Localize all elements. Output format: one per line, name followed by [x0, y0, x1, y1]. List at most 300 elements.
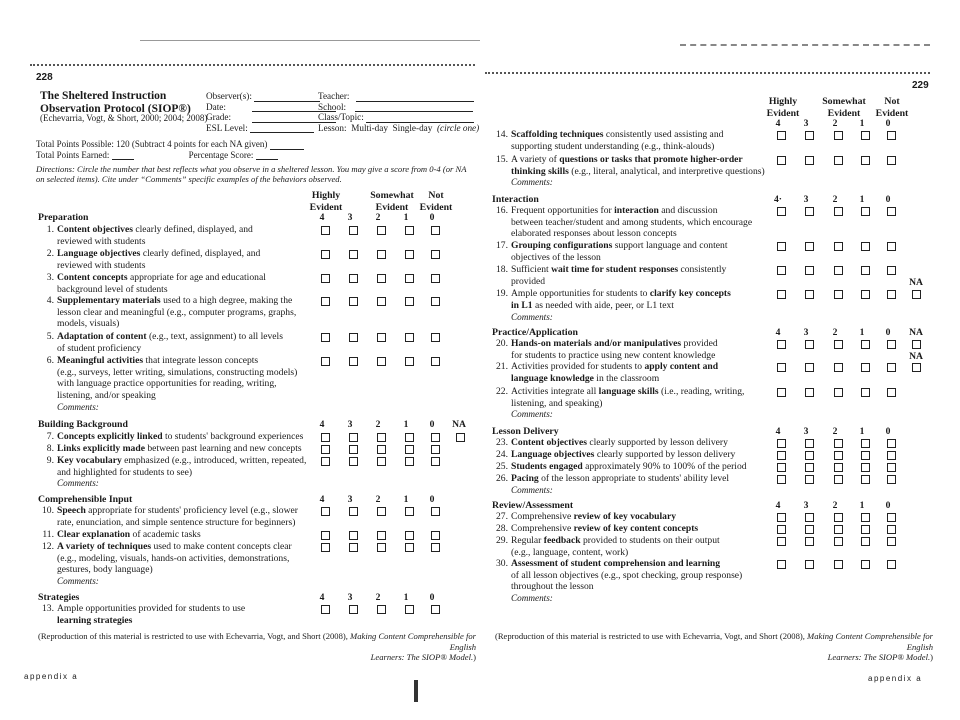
score-checkbox[interactable] — [834, 537, 843, 546]
score-checkbox[interactable] — [834, 388, 843, 397]
item-line — [40, 467, 315, 479]
item-text: as needed with aide, peer, or L1 text — [532, 299, 674, 311]
score-checkbox[interactable] — [834, 451, 843, 460]
score-checkbox[interactable] — [887, 388, 896, 397]
rating-item-6 — [40, 355, 310, 401]
rating-item-1 — [40, 224, 310, 247]
item-keyphrase: review of key vocabulary — [573, 511, 677, 522]
score-checkbox[interactable] — [321, 507, 330, 516]
score-label: 3 — [803, 426, 809, 437]
section-comprehensible: Comprehensible Input — [38, 494, 133, 505]
score-label: 3 — [347, 494, 353, 505]
score-checkbox[interactable] — [349, 357, 358, 366]
score-checkbox[interactable] — [777, 340, 786, 349]
na-checkbox[interactable] — [912, 363, 921, 372]
score-checkbox[interactable] — [321, 357, 330, 366]
score-label: 2 — [832, 500, 838, 511]
score-checkbox[interactable] — [861, 475, 870, 484]
item-text: Regular — [511, 535, 544, 546]
score-checkbox[interactable] — [861, 525, 870, 534]
item-number: 19. — [496, 288, 508, 299]
item-text: background level of students — [57, 283, 168, 295]
score-checkbox[interactable] — [887, 451, 896, 460]
score-checkbox[interactable] — [861, 207, 870, 216]
comments-label: Comments: — [57, 478, 99, 488]
score-checkbox[interactable] — [805, 475, 814, 484]
item-line — [40, 343, 310, 355]
score-checkbox[interactable] — [834, 525, 843, 534]
item-keyphrase: Students engaged — [511, 461, 583, 472]
item-keyphrase: Links explicitly made — [57, 443, 145, 454]
item-first-line — [57, 331, 283, 342]
score-checkbox[interactable] — [349, 543, 358, 552]
score-checkbox[interactable] — [805, 131, 814, 140]
item-line — [40, 367, 310, 379]
score-label: 0 — [429, 494, 435, 505]
rating-item-13 — [40, 603, 310, 626]
score-label: 2 — [832, 426, 838, 437]
item-first-line — [511, 449, 735, 460]
score-checkbox[interactable] — [887, 340, 896, 349]
score-checkbox[interactable] — [777, 560, 786, 569]
score-checkbox[interactable] — [405, 457, 414, 466]
score-checkbox[interactable] — [777, 156, 786, 165]
score-checkbox[interactable] — [805, 290, 814, 299]
item-keyphrase: Concepts explicitly linked — [57, 431, 163, 442]
score-checkbox[interactable] — [349, 531, 358, 540]
item-line — [40, 307, 310, 319]
score-checkbox[interactable] — [834, 290, 843, 299]
score-checkbox[interactable] — [777, 242, 786, 251]
score-checkbox[interactable] — [887, 439, 896, 448]
score-checkbox[interactable] — [834, 242, 843, 251]
item-line — [494, 228, 764, 240]
item-keyphrase: apply content and — [644, 361, 719, 372]
item-first-line — [511, 461, 747, 472]
score-checkbox[interactable] — [834, 156, 843, 165]
score-checkbox[interactable] — [861, 451, 870, 460]
section-strategies: Strategies — [38, 592, 80, 603]
score-label: 3 — [347, 212, 353, 223]
directions: Directions: Circle the number that best reflects what you observe in a sheltered lesson. You may give a score from 0-4 (or NA on selected items). Cite under “Comments” specific examples of the behaviors observed. — [36, 164, 467, 184]
score-checkbox[interactable] — [377, 357, 386, 366]
item-keyphrase: Clear explanation — [57, 529, 131, 540]
item-first-line — [511, 240, 727, 251]
score-checkbox[interactable] — [861, 363, 870, 372]
score-checkbox[interactable] — [887, 363, 896, 372]
score-label: 3 — [347, 419, 353, 430]
score-checkbox[interactable] — [431, 274, 440, 283]
score-checkbox[interactable] — [431, 457, 440, 466]
score-checkbox[interactable] — [777, 388, 786, 397]
rating-item-15 — [494, 154, 779, 177]
score-checkbox[interactable] — [805, 363, 814, 372]
score-checkbox[interactable] — [805, 156, 814, 165]
grade-field[interactable]: Grade: — [206, 112, 336, 123]
score-checkbox[interactable] — [377, 433, 386, 442]
score-checkbox[interactable] — [777, 131, 786, 140]
score-label: 1 — [859, 500, 865, 511]
score-checkbox[interactable] — [805, 266, 814, 275]
item-line — [494, 166, 779, 178]
item-first-line — [57, 541, 292, 552]
form-title: The Sheltered Instruction Observation Protocol (SIOP®) — [40, 90, 191, 115]
item-keyphrase: Key vocabulary — [57, 455, 122, 466]
na-checkbox[interactable] — [912, 340, 921, 349]
score-checkbox[interactable] — [887, 156, 896, 165]
date-field[interactable]: Date: — [206, 102, 336, 113]
score-checkbox[interactable] — [861, 560, 870, 569]
appendix-label-left: appendix a — [24, 672, 79, 681]
appendix-label-right: appendix a — [868, 674, 923, 683]
score-checkbox[interactable] — [405, 297, 414, 306]
score-checkbox[interactable] — [321, 226, 330, 235]
score-checkbox[interactable] — [861, 388, 870, 397]
score-checkbox[interactable] — [834, 363, 843, 372]
score-checkbox[interactable] — [377, 457, 386, 466]
score-checkbox[interactable] — [805, 388, 814, 397]
item-first-line — [511, 264, 726, 275]
score-checkbox[interactable] — [405, 274, 414, 283]
score-label: 2 — [375, 592, 381, 603]
item-number: 8. — [46, 443, 54, 454]
item-number: 7. — [46, 431, 54, 442]
score-checkbox[interactable] — [405, 531, 414, 540]
score-checkbox[interactable] — [349, 507, 358, 516]
item-keyphrase: clarify key concepts — [649, 288, 731, 299]
score-checkbox[interactable] — [861, 290, 870, 299]
item-keyphrase: Meaningful activities — [57, 355, 144, 366]
item-text: Activities integrate all — [511, 386, 599, 397]
class-topic-field[interactable]: Class/Topic: — [318, 112, 479, 123]
score-checkbox[interactable] — [321, 605, 330, 614]
rating-item-25 — [494, 461, 779, 473]
item-keyphrase: learning strategies — [57, 614, 133, 626]
comments-label: Comments: — [511, 177, 553, 187]
item-first-line — [511, 558, 720, 569]
item-text: (e.g., surveys, letter writing, simulations, constructing models) — [57, 366, 298, 378]
item-number: 30. — [496, 558, 508, 569]
score-checkbox[interactable] — [349, 457, 358, 466]
score-checkbox[interactable] — [834, 560, 843, 569]
na-checkbox[interactable] — [912, 290, 921, 299]
item-number: 5. — [46, 331, 54, 342]
rating-item-9 — [40, 455, 315, 478]
score-checkbox[interactable] — [777, 463, 786, 472]
score-checkbox[interactable] — [805, 537, 814, 546]
item-text: and highlighted for students to see) — [57, 466, 193, 478]
item-first-line — [57, 455, 306, 466]
score-checkbox[interactable] — [777, 537, 786, 546]
score-checkbox[interactable] — [887, 537, 896, 546]
score-checkbox[interactable] — [377, 507, 386, 516]
item-first-line — [511, 129, 723, 140]
score-checkbox[interactable] — [887, 242, 896, 251]
item-number: 16. — [496, 205, 508, 216]
score-checkbox[interactable] — [887, 266, 896, 275]
item-number: 24. — [496, 449, 508, 460]
item-keyphrase: thinking skills — [511, 165, 569, 177]
score-checkbox[interactable] — [405, 543, 414, 552]
item-text: (e.g., text, assignment) to all levels — [146, 331, 283, 342]
score-checkbox[interactable] — [377, 445, 386, 454]
item-line — [494, 300, 764, 312]
score-checkbox[interactable] — [321, 433, 330, 442]
score-checkbox[interactable] — [349, 250, 358, 259]
score-checkbox[interactable] — [321, 333, 330, 342]
item-text: Comprehensive — [511, 523, 574, 534]
score-checkbox[interactable] — [834, 463, 843, 472]
score-checkbox[interactable] — [431, 226, 440, 235]
score-label: 4· — [774, 194, 782, 205]
score-checkbox[interactable] — [321, 297, 330, 306]
item-text: in the classroom — [593, 372, 660, 384]
rating-item-16 — [494, 205, 764, 240]
score-checkbox[interactable] — [377, 543, 386, 552]
item-line — [40, 378, 310, 390]
score-checkbox[interactable] — [834, 266, 843, 275]
item-line — [494, 252, 764, 264]
item-line — [40, 318, 310, 330]
score-label: 3 — [347, 592, 353, 603]
score-checkbox[interactable] — [805, 513, 814, 522]
score-checkbox[interactable] — [431, 507, 440, 516]
comments-label: Comments: — [511, 409, 553, 419]
item-keyphrase: wait time for student responses — [551, 264, 679, 275]
score-checkbox[interactable] — [321, 445, 330, 454]
score-checkbox[interactable] — [805, 463, 814, 472]
score-checkbox[interactable] — [431, 250, 440, 259]
score-checkbox[interactable] — [777, 513, 786, 522]
score-label: 0 — [885, 327, 891, 338]
item-first-line — [511, 361, 718, 372]
score-checkbox[interactable] — [321, 457, 330, 466]
score-checkbox[interactable] — [377, 605, 386, 614]
score-label: 4 — [775, 118, 781, 129]
school-field[interactable]: School: — [318, 102, 479, 113]
item-text: (e.g., language, content, work) — [511, 546, 629, 558]
score-label: 4 — [775, 500, 781, 511]
score-label: 0 — [885, 500, 891, 511]
rating-item-19 — [494, 288, 764, 311]
score-checkbox[interactable] — [861, 513, 870, 522]
rating-item-30 — [494, 558, 764, 593]
score-checkbox[interactable] — [805, 439, 814, 448]
lesson-field[interactable]: Lesson: Multi-day Single-day (circle one) — [318, 122, 480, 133]
score-checkbox[interactable] — [377, 274, 386, 283]
score-checkbox[interactable] — [887, 207, 896, 216]
item-first-line — [57, 224, 253, 235]
item-text: of all lesson objectives (e.g., spot checking, group response) — [511, 569, 743, 581]
observer-field[interactable]: Observer(s): — [206, 91, 336, 102]
footer-reproduction-left: (Reproduction of this material is restricted to use with Echevarria, Vogt, and Short (2008), Making Content Comprehensible for English Learners: The SIOP® Model.) — [37, 631, 476, 662]
score-checkbox[interactable] — [777, 207, 786, 216]
score-checkbox[interactable] — [349, 333, 358, 342]
score-checkbox[interactable] — [431, 531, 440, 540]
score-label: 4 — [775, 426, 781, 437]
score-checkbox[interactable] — [377, 531, 386, 540]
score-checkbox[interactable] — [887, 525, 896, 534]
item-first-line — [511, 535, 720, 546]
score-checkbox[interactable] — [377, 297, 386, 306]
score-checkbox[interactable] — [349, 297, 358, 306]
score-checkbox[interactable] — [887, 463, 896, 472]
item-text: to students' background experiences — [162, 431, 304, 442]
total-earned: Total Points Earned: Percentage Score: — [36, 150, 304, 161]
top-rule-right — [680, 44, 930, 46]
item-text: support language and content — [612, 240, 728, 251]
item-text: reviewed with students — [57, 235, 146, 247]
na-checkbox[interactable] — [456, 433, 465, 442]
item-keyphrase: Grouping configurations — [511, 240, 613, 251]
score-checkbox[interactable] — [321, 274, 330, 283]
item-line — [40, 236, 310, 248]
item-first-line — [57, 355, 258, 366]
item-number: 13. — [42, 603, 54, 614]
item-number: 10. — [42, 505, 54, 516]
score-checkbox[interactable] — [405, 605, 414, 614]
score-checkbox[interactable] — [777, 451, 786, 460]
comments-label: Comments: — [511, 485, 553, 495]
item-line — [494, 570, 764, 582]
score-checkbox[interactable] — [887, 290, 896, 299]
score-checkbox[interactable] — [777, 439, 786, 448]
item-first-line — [511, 386, 744, 397]
na-label: NA — [909, 277, 923, 288]
score-checkbox[interactable] — [834, 439, 843, 448]
score-checkbox[interactable] — [805, 340, 814, 349]
score-checkbox[interactable] — [405, 357, 414, 366]
score-label: 0 — [429, 592, 435, 603]
score-checkbox[interactable] — [861, 156, 870, 165]
score-label: 0 — [885, 426, 891, 437]
score-label: 1 — [859, 194, 865, 205]
score-checkbox[interactable] — [887, 475, 896, 484]
score-checkbox[interactable] — [431, 357, 440, 366]
score-checkbox[interactable] — [431, 433, 440, 442]
rating-item-7 — [40, 431, 315, 443]
score-checkbox[interactable] — [349, 445, 358, 454]
score-checkbox[interactable] — [805, 207, 814, 216]
score-checkbox[interactable] — [431, 605, 440, 614]
esl-level-field[interactable]: ESL Level: — [206, 123, 336, 134]
score-checkbox[interactable] — [834, 131, 843, 140]
score-checkbox[interactable] — [861, 340, 870, 349]
score-checkbox[interactable] — [405, 250, 414, 259]
score-checkbox[interactable] — [321, 250, 330, 259]
score-checkbox[interactable] — [431, 543, 440, 552]
item-text: between teacher/student and among students, which encourage — [511, 216, 753, 228]
item-text: approximately 90% to 100% of the period — [582, 461, 747, 472]
item-first-line — [511, 523, 698, 534]
score-checkbox[interactable] — [377, 333, 386, 342]
score-checkbox[interactable] — [321, 543, 330, 552]
item-keyphrase: Speech — [57, 505, 86, 516]
rating-item-18 — [494, 264, 764, 287]
rating-item-22 — [494, 386, 764, 409]
rating-item-21 — [494, 361, 764, 384]
rating-item-24 — [494, 449, 774, 461]
score-checkbox[interactable] — [349, 433, 358, 442]
score-checkbox[interactable] — [861, 463, 870, 472]
score-checkbox[interactable] — [405, 333, 414, 342]
score-checkbox[interactable] — [805, 560, 814, 569]
score-checkbox[interactable] — [887, 513, 896, 522]
score-checkbox[interactable] — [377, 250, 386, 259]
score-checkbox[interactable] — [887, 131, 896, 140]
score-checkbox[interactable] — [834, 513, 843, 522]
score-checkbox[interactable] — [405, 507, 414, 516]
score-label: 0 — [885, 118, 891, 129]
score-checkbox[interactable] — [777, 525, 786, 534]
item-number: 23. — [496, 437, 508, 448]
score-checkbox[interactable] — [834, 340, 843, 349]
rating-item-5 — [40, 331, 310, 354]
score-checkbox[interactable] — [777, 266, 786, 275]
score-checkbox[interactable] — [777, 363, 786, 372]
score-checkbox[interactable] — [861, 537, 870, 546]
item-text: A variety of — [511, 154, 560, 165]
dotted-rule-right — [485, 72, 930, 74]
teacher-field[interactable]: Teacher: — [318, 91, 479, 102]
item-first-line — [57, 248, 260, 259]
score-checkbox[interactable] — [405, 433, 414, 442]
score-checkbox[interactable] — [861, 131, 870, 140]
score-checkbox[interactable] — [405, 445, 414, 454]
score-checkbox[interactable] — [861, 266, 870, 275]
score-checkbox[interactable] — [777, 475, 786, 484]
score-checkbox[interactable] — [861, 242, 870, 251]
score-label: 3 — [803, 327, 809, 338]
item-first-line — [57, 272, 266, 283]
score-checkbox[interactable] — [805, 242, 814, 251]
item-text: Ample opportunities for students to — [511, 288, 650, 299]
score-checkbox[interactable] — [405, 226, 414, 235]
score-checkbox[interactable] — [887, 560, 896, 569]
item-first-line — [57, 443, 302, 454]
item-keyphrase: questions or tasks that promote higher-order — [559, 154, 743, 165]
score-checkbox[interactable] — [377, 226, 386, 235]
score-checkbox[interactable] — [431, 297, 440, 306]
item-text: (e.g., modeling, visuals, hands-on activities, demonstrations, — [57, 552, 290, 564]
score-checkbox[interactable] — [777, 290, 786, 299]
score-checkbox[interactable] — [431, 445, 440, 454]
score-checkbox[interactable] — [321, 531, 330, 540]
score-checkbox[interactable] — [431, 333, 440, 342]
rating-item-26 — [494, 473, 779, 485]
item-line — [40, 390, 310, 402]
score-checkbox[interactable] — [349, 274, 358, 283]
comments-label: Comments: — [511, 312, 553, 322]
section-review: Review/Assessment — [492, 500, 574, 511]
score-label: 3 — [803, 500, 809, 511]
item-number: 4. — [46, 295, 54, 306]
item-first-line — [511, 288, 731, 299]
item-number: 28. — [496, 523, 508, 534]
score-checkbox[interactable] — [349, 605, 358, 614]
score-checkbox[interactable] — [834, 475, 843, 484]
score-checkbox[interactable] — [834, 207, 843, 216]
score-checkbox[interactable] — [805, 451, 814, 460]
item-line — [40, 517, 310, 529]
score-checkbox[interactable] — [805, 525, 814, 534]
item-number: 14. — [496, 129, 508, 140]
score-checkbox[interactable] — [349, 226, 358, 235]
item-number: 2. — [46, 248, 54, 259]
item-number: 18. — [496, 264, 508, 275]
dotted-rule-left — [30, 64, 475, 66]
score-checkbox[interactable] — [861, 439, 870, 448]
